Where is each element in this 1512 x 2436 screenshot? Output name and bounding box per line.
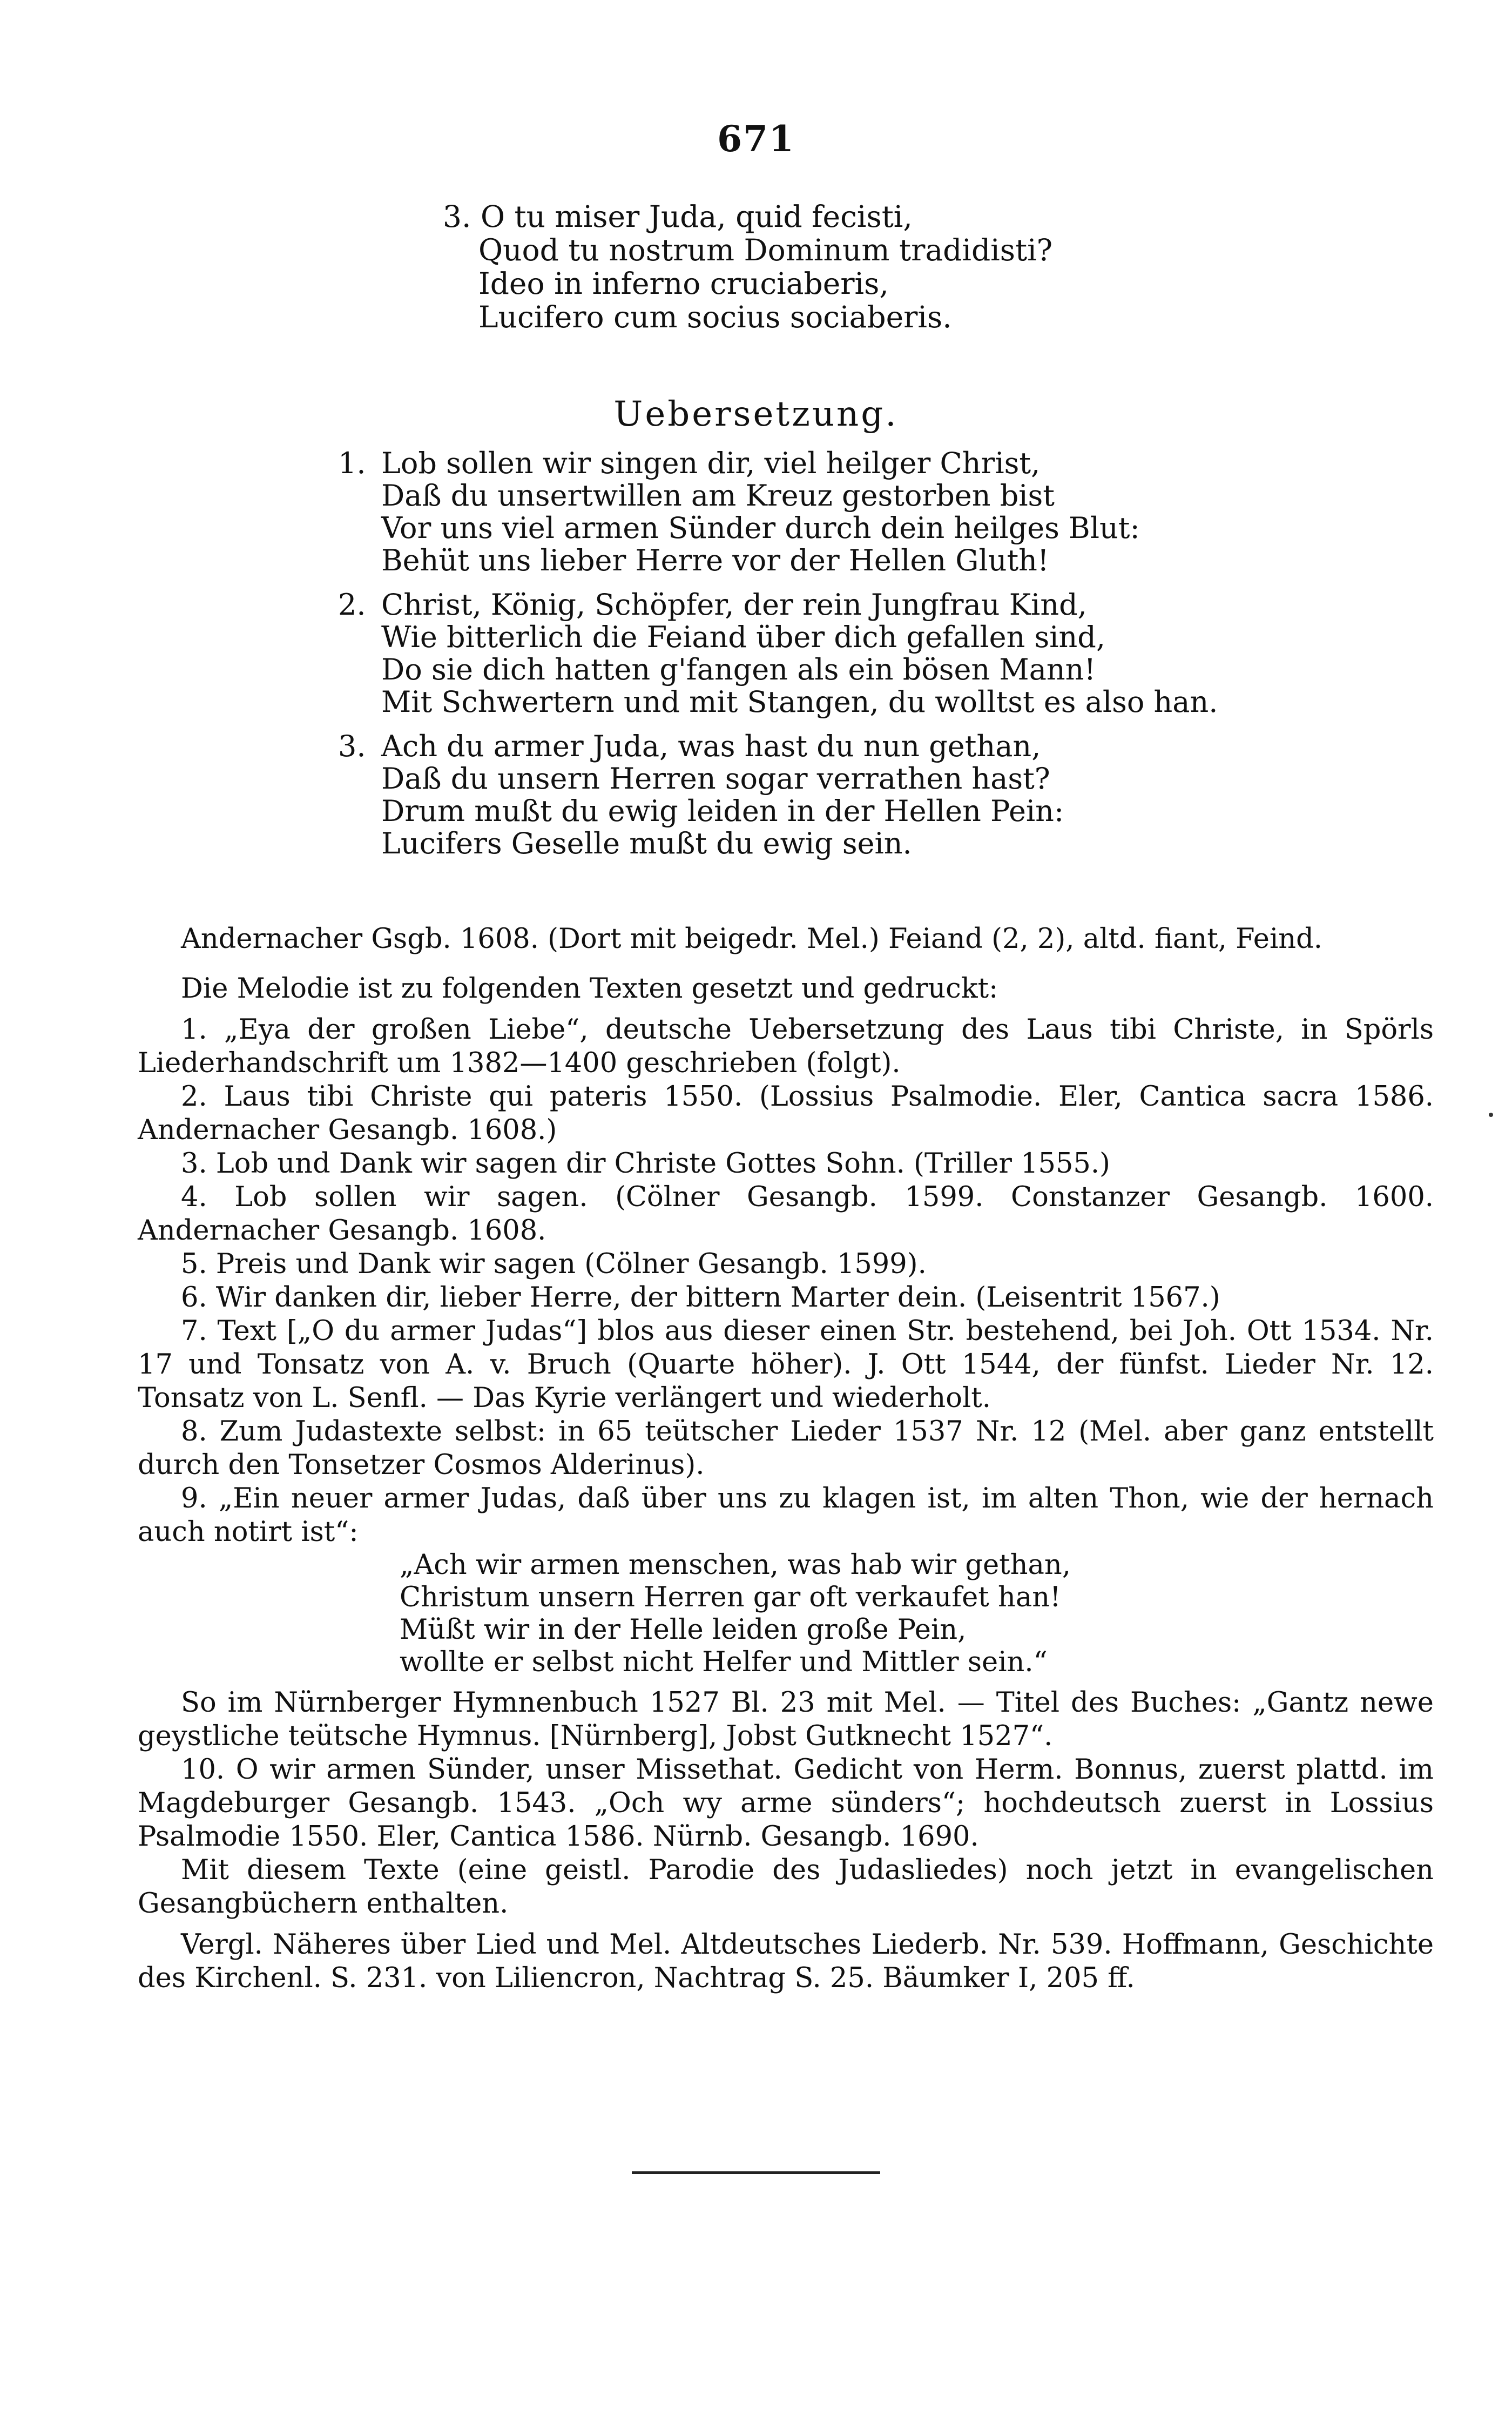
stanza-line: Lucifers Geselle mußt du ewig sein.: [381, 826, 912, 860]
stanza-number: 3.: [338, 729, 366, 763]
end-rule: [632, 2171, 880, 2174]
list-item: 8. Zum Judastexte selbst: in 65 teütscher Lieder 1537 Nr. 12 (Mel. aber ganz entstellt durch den Tonsetzer Cosmos Alderinus).: [138, 1416, 1434, 1481]
source-note: Andernacher Gsgb. 1608. (Dort mit beigedr. Mel.) Feiand (2, 2), altd. fiant, Feind.: [181, 923, 1322, 955]
list-item: 5. Preis und Dank wir sagen (Cölner Gesangb. 1599).: [181, 1248, 927, 1280]
page-number: 671: [717, 118, 795, 160]
latin-line: Quod tu nostrum Dominum tradidisti?: [478, 233, 1053, 267]
margin-dot: [1489, 1113, 1493, 1117]
commentary: [138, 923, 1434, 1995]
stanza-line: Ach du armer Juda, was hast du nun gethan,: [381, 729, 1041, 763]
list-item: 1. „Eya der großen Liebe“, deutsche Uebersetzung des Laus tibi Christe, in Spörls Liederhandschrift um 1382—1400 geschrieben (folgt).: [138, 1014, 1434, 1079]
judas-quote: [138, 1549, 1434, 1679]
list-item: 2. Laus tibi Christe qui pateris 1550. (Lossius Psalmodie. Eler, Cantica sacra 1586. Andernacher Gesangb. 1608.): [138, 1081, 1434, 1146]
quote-line: Christum unsern Herren gar oft verkaufet han!: [400, 1582, 1061, 1613]
stanza: [338, 447, 1218, 577]
list-item: 3. Lob und Dank wir sagen dir Christe Gottes Sohn. (Triller 1555.): [181, 1148, 1110, 1180]
melody-intro: Die Melodie ist zu folgenden Texten gesetzt und gedruckt:: [181, 973, 998, 1005]
stanza-line: Daß du unsertwillen am Kreuz gestorben bist: [381, 479, 1055, 513]
latin-line: 3. O tu miser Juda, quid fecisti,: [443, 199, 913, 234]
quote-line: „Ach wir armen menschen, was hab wir gethan,: [400, 1549, 1071, 1581]
list-item: 4. Lob sollen wir sagen. (Cölner Gesangb. 1599. Constanzer Gesangb. 1600. Andernacher Gesangb. 1608.: [138, 1181, 1434, 1247]
stanza-number: 1.: [338, 446, 366, 480]
stanza-line: Vor uns viel armen Sünder durch dein heilges Blut:: [381, 511, 1140, 545]
translation-stanzas: [338, 447, 1218, 872]
quote-line: Müßt wir in der Helle leiden große Pein,: [400, 1614, 967, 1646]
stanza-line: Daß du unsern Herren sogar verrathen hast?: [381, 762, 1050, 796]
stanza-line: Drum mußt du ewig leiden in der Hellen Pein:: [381, 794, 1064, 828]
quote-line: wollte er selbst nicht Helfer und Mittler sein.“: [400, 1646, 1048, 1678]
list-item: 10. O wir armen Sünder, unser Missethat. Gedicht von Herm. Bonnus, zuerst plattd. im Magdeburger Gesangb. 1543. „Och wy arme sünders“; hochdeutsch zuerst in Lossius Psalmodie 1550. Eler, Cantica 1586. Nürnb. Gesangb. 1690.: [138, 1754, 1434, 1853]
translation-heading: Uebersetzung.: [613, 394, 899, 434]
references: Vergl. Näheres über Lied und Mel. Altdeutsches Liederb. Nr. 539. Hoffmann, Geschichte des Kirchenl. S. 231. von Liliencron, Nachtrag S. 25. Bäumker I, 205 ff.: [138, 1929, 1434, 1994]
stanza: [338, 730, 1218, 860]
stanza-line: Wie bitterlich die Feiand über dich gefallen sind,: [381, 620, 1106, 654]
latin-stanza: [443, 200, 1052, 334]
stanza-line: Lob sollen wir singen dir, viel heilger Christ,: [381, 446, 1041, 480]
list-item: 7. Text [„O du armer Judas“] blos aus dieser einen Str. bestehend, bei Joh. Ott 1534. Nr. 17 und Tonsatz von A. v. Bruch (Quarte höher). J. Ott 1544, der fünfst. Lieder Nr. 12. Tonsatz von L. Senfl. — Das Kyrie verlängert und wiederholt.: [138, 1315, 1434, 1414]
stanza-line: Do sie dich hatten g'fangen als ein bösen Mann!: [381, 652, 1096, 687]
hymnbook-note: So im Nürnberger Hymnenbuch 1527 Bl. 23 mit Mel. — Titel des Buches: „Gantz newe geystliche teütsche Hymnus. [Nürnberg], Jobst Gutknecht 1527“.: [138, 1687, 1434, 1752]
list-item: 6. Wir danken dir, lieber Herre, der bittern Marter dein. (Leisentrit 1567.): [181, 1282, 1220, 1314]
stanza-line: Mit Schwertern und mit Stangen, du wolltst es also han.: [381, 685, 1218, 719]
stanza-line: Behüt uns lieber Herre vor der Hellen Gluth!: [381, 543, 1049, 577]
stanza-number: 2.: [338, 588, 366, 622]
latin-line: Ideo in inferno cruciaberis,: [478, 266, 889, 301]
latin-line: Lucifero cum socius sociaberis.: [478, 300, 952, 334]
parody-note: Mit diesem Texte (eine geistl. Parodie des Judasliedes) noch jetzt in evangelischen Gesangbüchern enthalten.: [138, 1854, 1434, 1920]
stanza-line: Christ, König, Schöpfer, der rein Jungfrau Kind,: [381, 588, 1087, 622]
list-item: 9. „Ein neuer armer Judas, daß über uns zu klagen ist, im alten Thon, wie der hernach auch notirt ist“:: [138, 1483, 1434, 1548]
stanza: [338, 589, 1218, 718]
